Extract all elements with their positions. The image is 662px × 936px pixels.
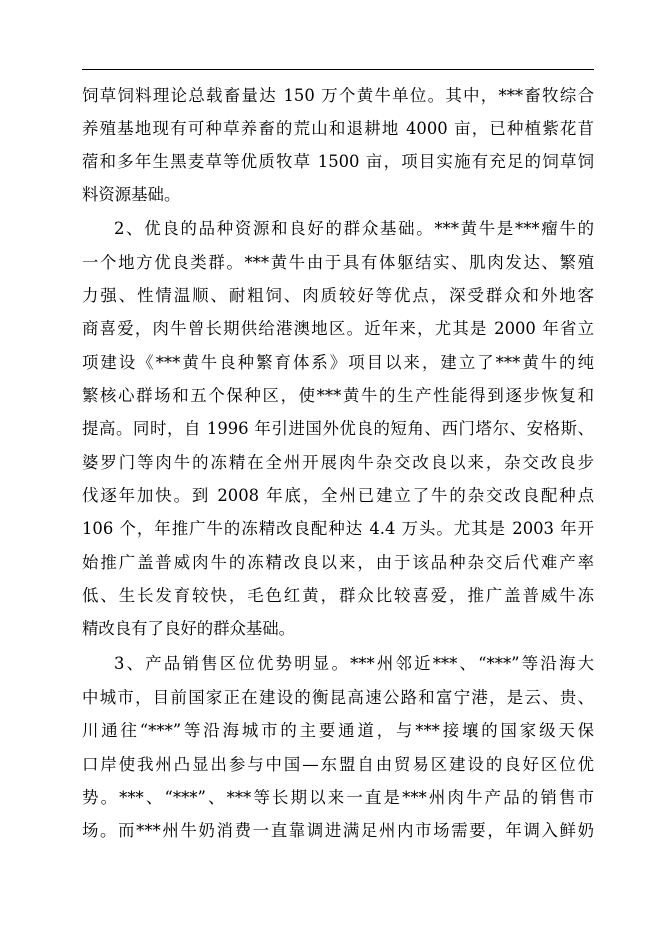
text-line: 口岸使我州凸显出参与中国—东盟自由贸易区建设的良好区位优 [82,755,594,774]
text-line: 饲草饲料理论总载畜量达 150 万个黄牛单位。其中，***畜牧综合 [82,86,594,105]
text-line: 106 个，年推广牛的冻精改良配种达 4.4 万头。尤其是 2003 年开 [82,519,594,538]
text-line: 力强、性情温顺、耐粗饲、肉质较好等优点，深受群众和外地客 [82,286,594,305]
text-line: 商喜爱，肉牛曾长期供给港澳地区。近年来，尤其是 2000 年省立 [82,319,594,338]
text-line: 项建设《***黄牛良种繁育体系》项目以来，建立了***黄牛的纯 [82,353,594,372]
text-line: 场。而***州牛奶消费一直靠调进满足州内市场需要，年调入鲜奶 [82,821,594,840]
text-line: 繁核心群场和五个保种区，使***黄牛的生产性能得到逐步恢复和 [82,386,594,405]
text-line: 3、产品销售区位优势明显。***州邻近***、“***”等沿海大 [114,654,594,673]
text-line: 一个地方优良类群。***黄牛由于具有体躯结实、肌肉发达、繁殖 [82,253,594,272]
text-line: 2、优良的品种资源和良好的群众基础。***黄牛是***瘤牛的 [114,219,594,238]
header-rule [82,69,594,70]
text-line: 伐逐年加快。到 2008 年底，全州已建立了牛的杂交改良配种点 [82,486,594,505]
text-line: 川通往“***”等沿海城市的主要通道，与***接壤的国家级天保 [82,721,594,740]
text-line: 中城市，目前国家正在建设的衡昆高速公路和富宁港，是云、贵、 [82,688,594,707]
text-line: 低、生长发育较快，毛色红黄，群众比较喜爱，推广盖普威牛冻 [82,586,594,605]
text-line: 始推广盖普威肉牛的冻精改良以来，由于该品种杂交后代难产率 [82,553,594,572]
text-line: 料资源基础。 [82,185,181,204]
text-line: 蓿和多年生黑麦草等优质牧草 1500 亩，项目实施有充足的饲草饲 [82,152,594,171]
text-line: 提高。同时，自 1996 年引进国外优良的短角、西门塔尔、安格斯、 [82,419,594,438]
text-line: 势。***、“***”、***等长期以来一直是***州肉牛产品的销售市 [82,788,594,807]
text-line: 养殖基地现有可种草养畜的荒山和退耕地 4000 亩，已种植紫花苜 [82,119,594,138]
text-line: 精改良有了良好的群众基础。 [82,619,296,638]
text-line: 婆罗门等肉牛的冻精在全州开展肉牛杂交改良以来，杂交改良步 [82,453,594,472]
